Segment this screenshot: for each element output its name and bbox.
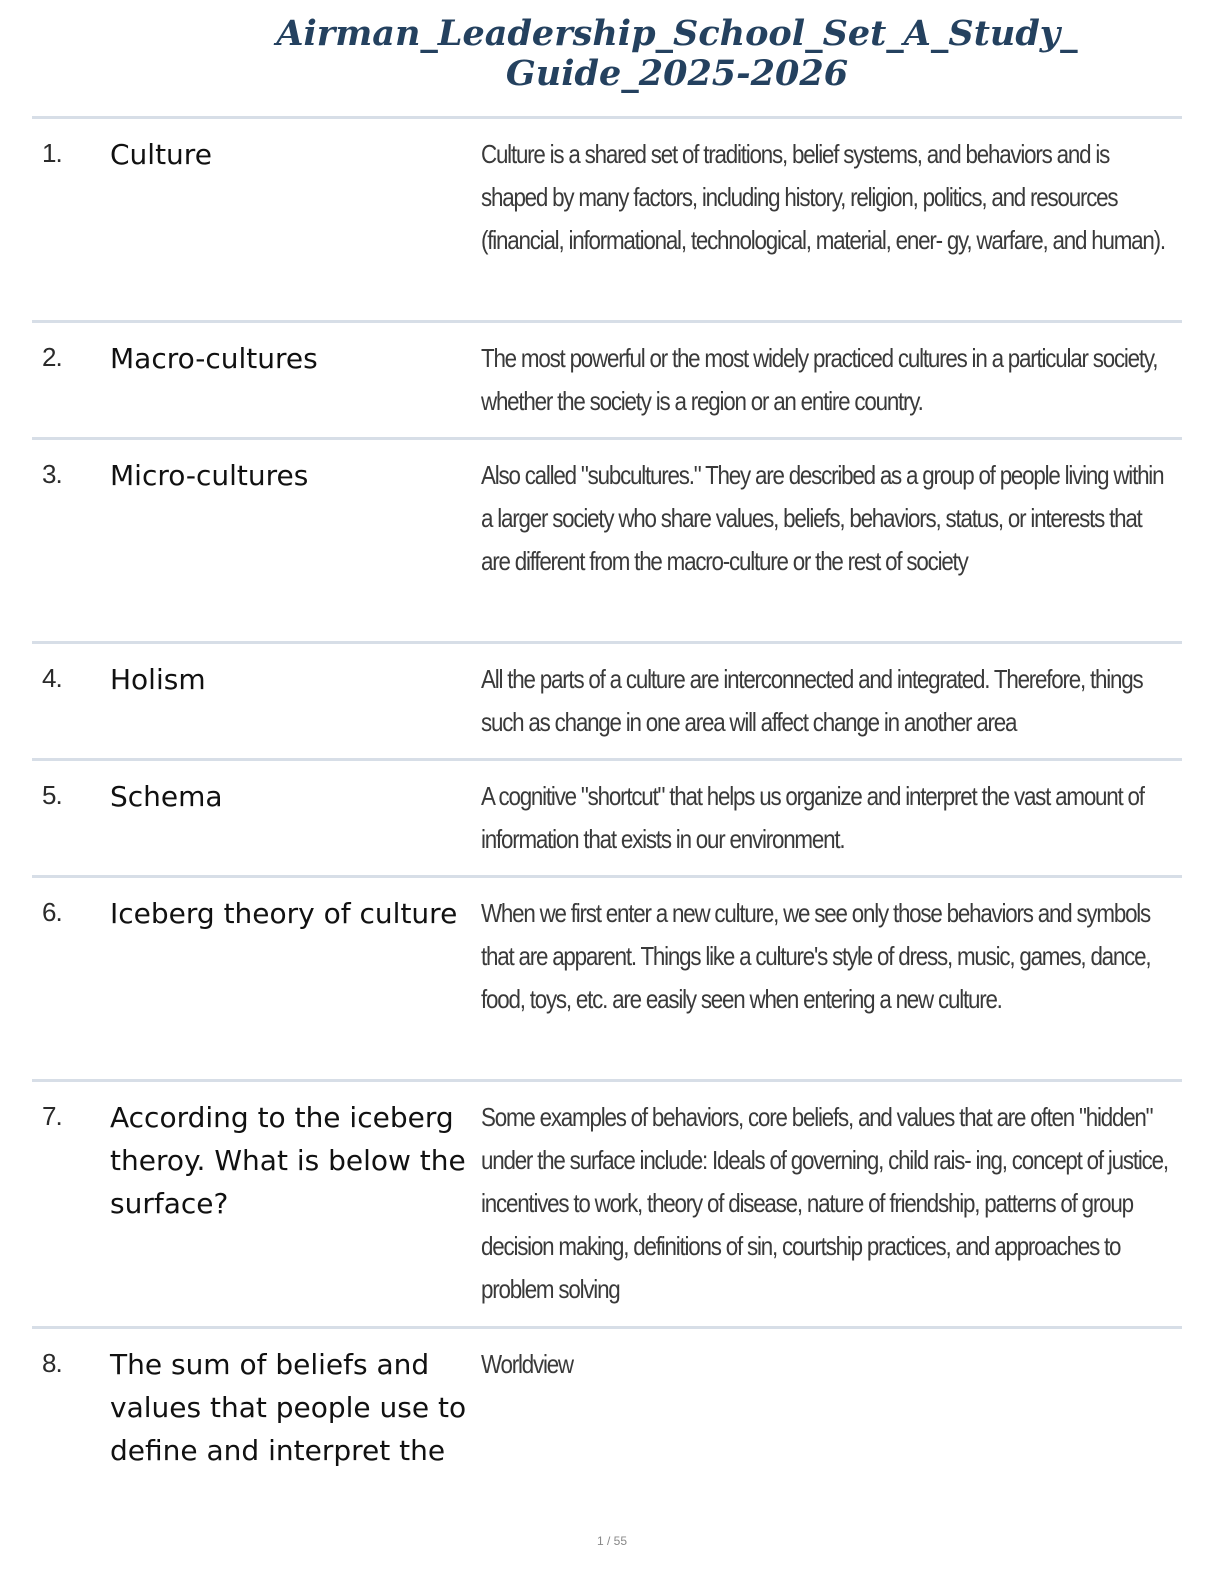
flashcard-row (32, 116, 1182, 320)
card-term: The sum of beliefs and values that people use to define and interpret the (110, 1348, 467, 1467)
flashcard-row (32, 875, 1182, 1079)
card-term: Holism (110, 663, 206, 696)
card-definition: A cognitive "shortcut" that helps us organize and interpret the vast amount of information that exists in our environment. (481, 781, 1144, 854)
document-title-line-2: Guide_2025-2026 (505, 53, 849, 94)
card-number: 7. (42, 1101, 62, 1131)
card-definition: Worldview (481, 1349, 573, 1379)
card-number: 5. (42, 780, 62, 810)
card-number: 1. (42, 138, 62, 168)
card-number: 4. (42, 663, 62, 693)
card-number: 8. (42, 1348, 62, 1378)
card-definition: Also called "subcultures." They are described as a group of people living within a larger society who share values, beliefs, behaviors, status, or interests that are different from the macro-culture or the rest of society (481, 460, 1164, 576)
document-title (0, 14, 1224, 94)
card-number: 2. (42, 342, 62, 372)
card-term: Micro-cultures (110, 459, 309, 492)
card-number: 6. (42, 897, 62, 927)
card-term: Culture (110, 138, 212, 171)
flashcard-row (32, 641, 1182, 758)
flashcard-list (32, 116, 1182, 1506)
card-term: Iceberg theory of culture (110, 897, 458, 930)
card-term: According to the iceberg theroy. What is below the surface? (110, 1101, 466, 1220)
flashcard-row (32, 758, 1182, 875)
card-number: 3. (42, 459, 62, 489)
card-definition: All the parts of a culture are interconnected and integrated. Therefore, things such as change in one area will affect change in another area (481, 664, 1143, 737)
page-indicator: 1 / 55 (596, 1534, 628, 1548)
flashcard-row (32, 1079, 1182, 1326)
card-term: Macro-cultures (110, 342, 318, 375)
card-definition: When we first enter a new culture, we see only those behaviors and symbols that are apparent. Things like a culture's style of dress, music, games, dance, food, toys, etc. are easily seen when entering a new culture. (481, 898, 1151, 1014)
card-term: Schema (110, 780, 223, 813)
flashcard-row (32, 437, 1182, 641)
flashcard-row (32, 1326, 1182, 1506)
flashcard-row (32, 320, 1182, 437)
card-definition: The most powerful or the most widely practiced cultures in a particular society, whether the society is a region or an entire country. (481, 343, 1158, 416)
card-definition: Some examples of behaviors, core beliefs, and values that are often "hidden" under the surface include: Ideals of governing, child rais- ing, concept of justice, incentives to work, theory of disease, nature of friendship, patterns of group decision making, definitions of sin, courtship practices, and approaches to problem solving (481, 1102, 1168, 1304)
card-definition: Culture is a shared set of traditions, belief systems, and behaviors and is shaped by many factors, including history, religion, politics, and resources (financial, informational, technological, material, ener- gy, warfare, and human). (481, 139, 1165, 255)
document-title-line-1: Airman_Leadership_School_Set_A_Study_ (276, 13, 1078, 54)
